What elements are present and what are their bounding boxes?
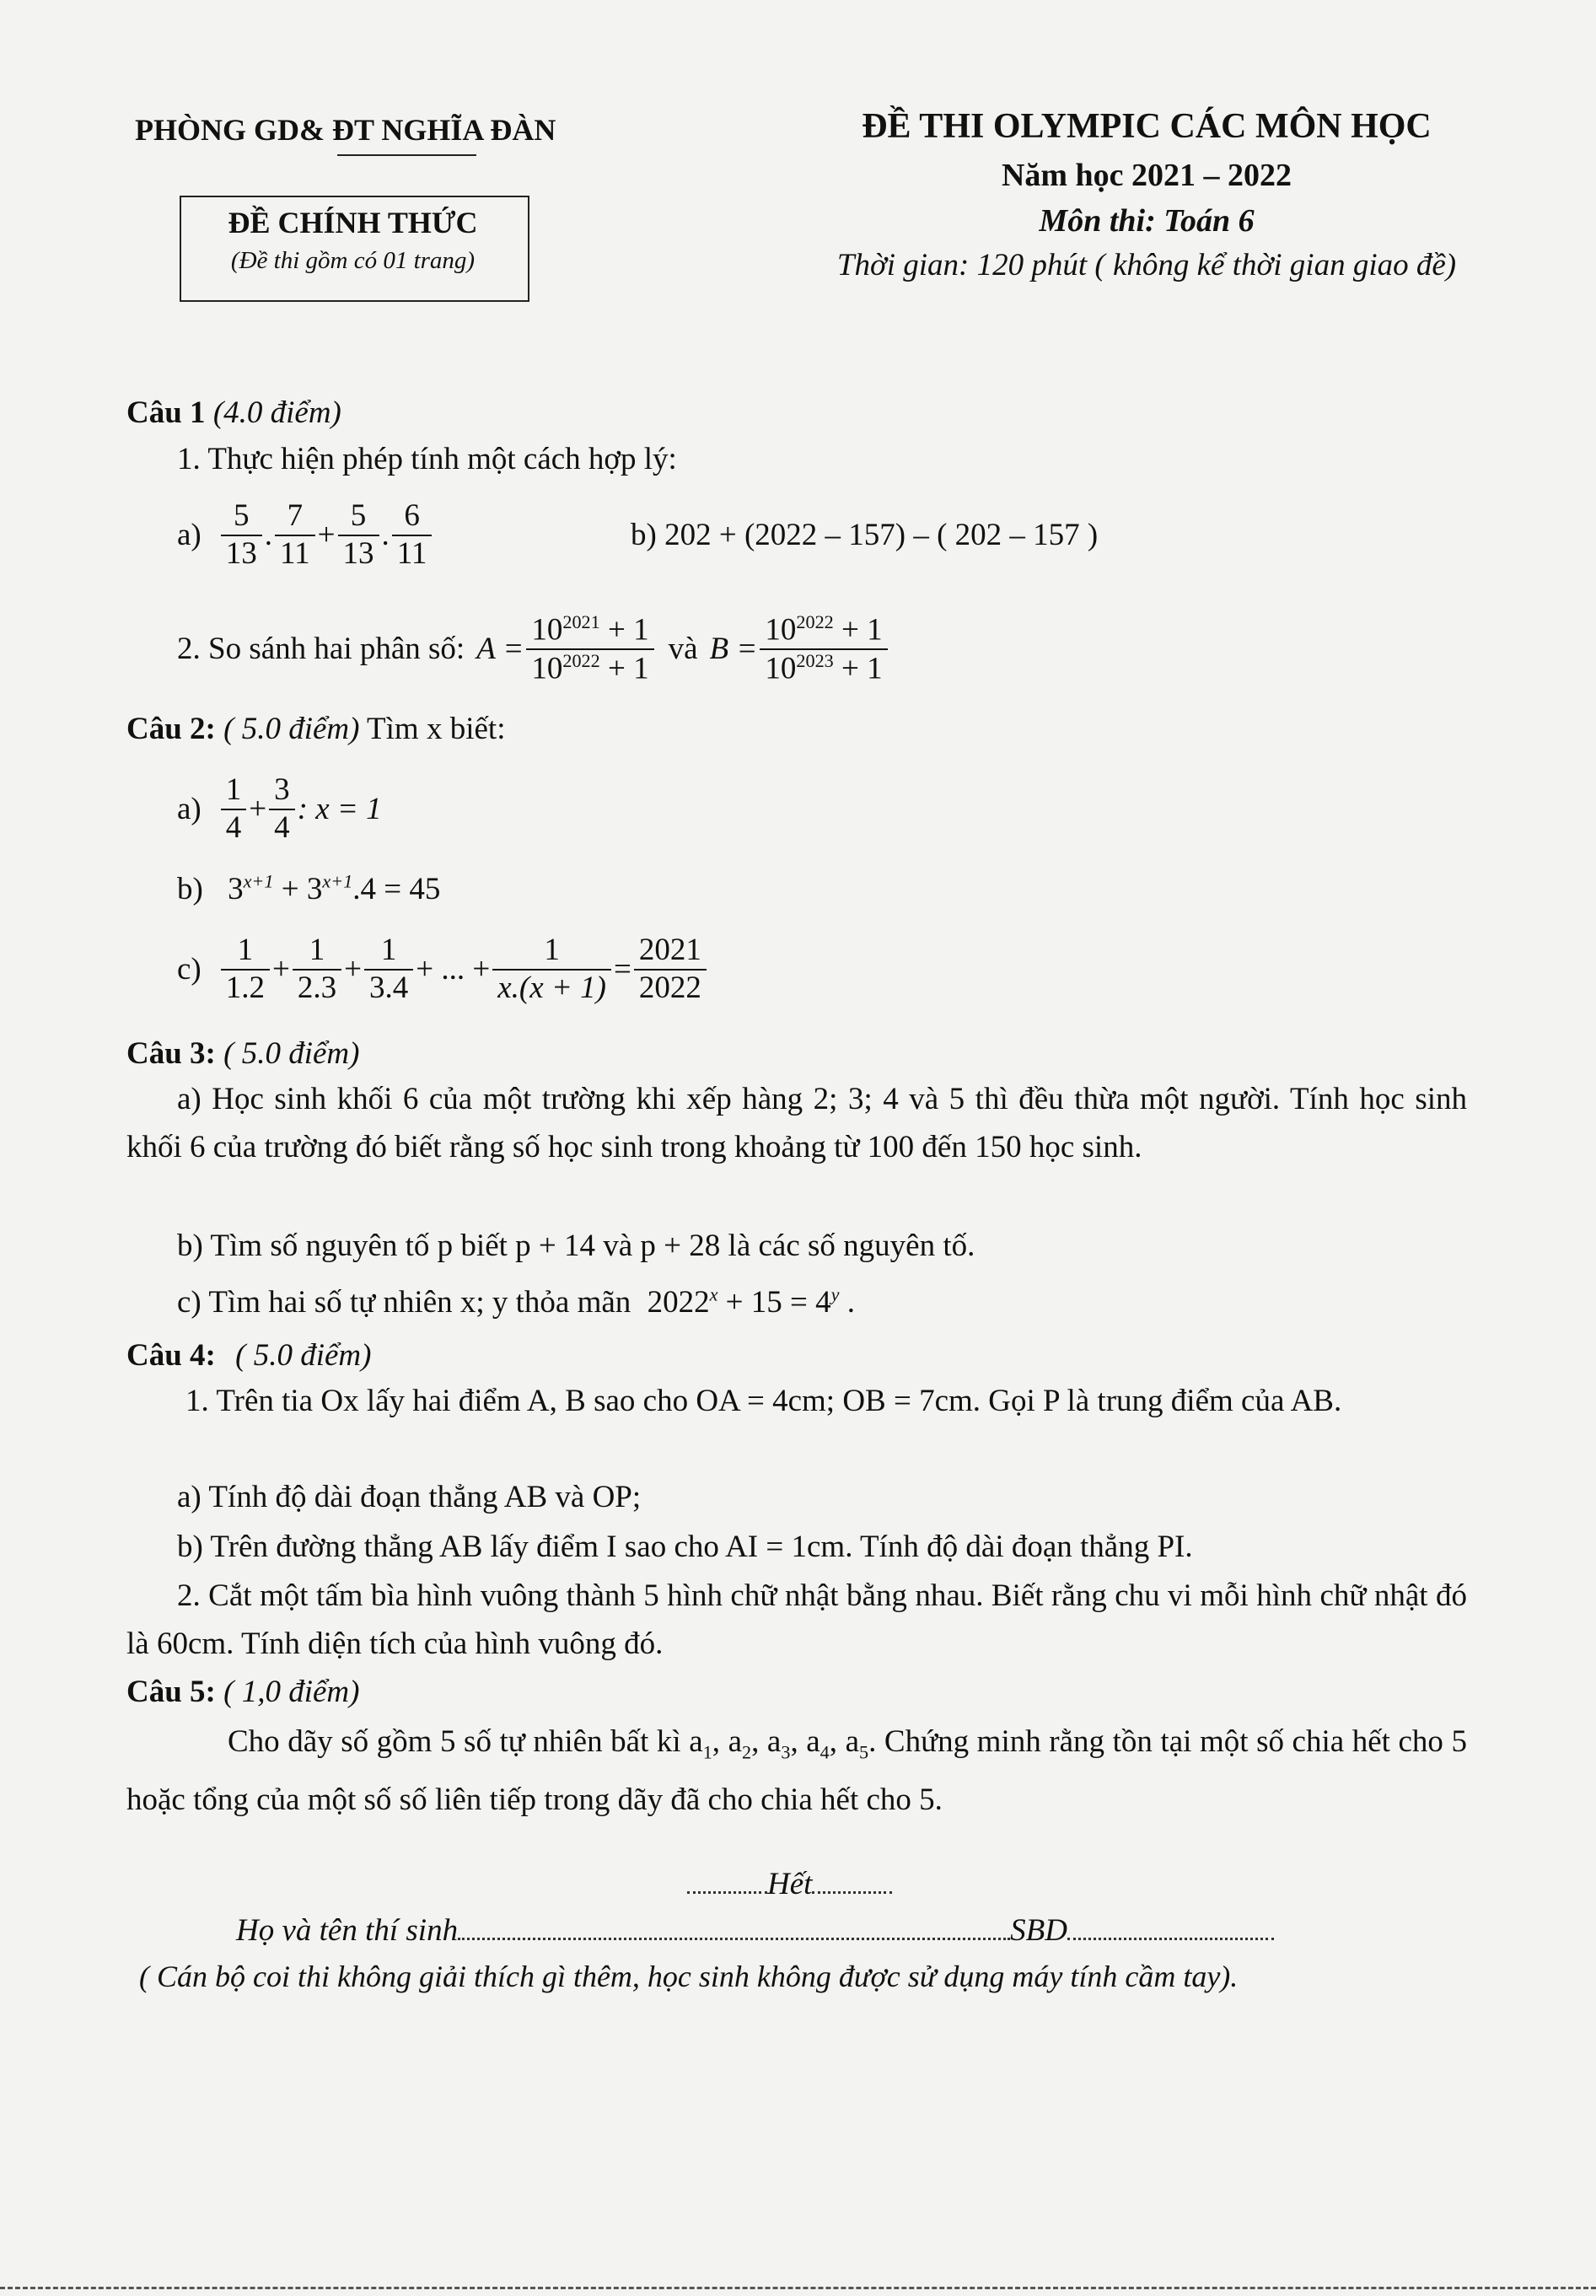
department-name: PHÒNG GD& ĐT NGHĨA ĐÀN — [135, 113, 556, 147]
q5-points: ( 1,0 điểm) — [223, 1675, 360, 1709]
q5-title: Câu 5: — [126, 1675, 216, 1709]
q1-a-label: a) — [177, 518, 202, 553]
q4-part2: 2. Cắt một tấm bìa hình vuông thành 5 hình chữ nhật bằng nhau. Biết rằng chu vi mỗi hình chữ nhật đó là 60cm. Tính diện tích của hình vuông đó. — [126, 1578, 1467, 1661]
fraction: $\frac{7}{11}$ — [275, 498, 315, 572]
q2-expr-a: a) $\frac{1}{4}$ + $\frac{3}{4}$ : x = 1 — [177, 772, 382, 845]
q5-text: Cho dãy số gồm 5 số tự nhiên bất kì $a_1$, $a_2$, $a_3$, $a_4$, $a_5$. Chứng minh rằng tồn tại một số chia hết cho 5 hoặc tổng của một số số liên tiếp trong dãy đã cho chia hết cho 5. — [126, 1724, 1467, 1818]
q2-points: ( 5.0 điểm) — [223, 712, 360, 746]
q1-title: Câu 1 — [126, 395, 206, 430]
q1-compare — [177, 603, 890, 696]
frac-A-label: A = — [476, 632, 524, 667]
and-word: và — [668, 632, 698, 667]
q4-points: ( 5.0 điểm) — [235, 1338, 372, 1373]
q1-expr-b: b) 202 + (2022 – 157) – ( 202 – 157 ) — [631, 518, 1099, 552]
q4-part1: 1. Trên tia Ox lấy hai điểm A, B sao cho OA = 4cm; OB = 7cm. Gọi P là trung điểm của AB. — [185, 1384, 1342, 1418]
q1-expr-a: a) $\frac{5}{13}$ . $\frac{7}{11}$ + $\frac{5}{13}$ . $\frac{6}{11}$ — [177, 493, 434, 578]
candidate-line — [236, 1910, 1274, 1952]
q2-c-label: c) — [177, 952, 202, 987]
q2-expr-c: c) $\frac{1}{1.2}$ + $\frac{1}{2.3}$ + $\frac{1}{3.4}$ + ... + $\frac{1}{x.(x + 1)}$ = $\frac{2021}{2022}$ — [177, 923, 709, 1016]
fraction-B: $\frac{10^{2022} + 1}{10^{2023} + 1}$ — [760, 611, 887, 687]
proctor-note: ( Cán bộ coi thi không giải thích gì thêm, học sinh không được sử dụng máy tính cầm tay). — [139, 1960, 1239, 1993]
q3-part-c: c) Tìm hai số tự nhiên x; y thỏa mãn $2022^x + 15 = 4^y$ . — [177, 1283, 856, 1320]
q1-part2: 2. So sánh hai phân số: — [177, 632, 465, 667]
q2-heading — [126, 708, 505, 750]
q4-part-a: a) Tính độ dài đoạn thẳng AB và OP; — [177, 1480, 642, 1514]
q1-points: (4.0 điểm) — [212, 395, 341, 430]
fraction: $\frac{3}{4}$ — [269, 772, 295, 846]
pages-note: (Đề thi gồm có 01 trang) — [230, 247, 476, 274]
candidate-name-label: Họ và tên thí sinh — [236, 1913, 459, 1948]
sbd-label: SBD — [1010, 1913, 1067, 1948]
official-label: ĐỀ CHÍNH THỨC — [228, 206, 478, 239]
fraction-A: $\frac{10^{2021} + 1}{10^{2022} + 1}$ — [526, 611, 653, 687]
fraction: $\frac{5}{13}$ — [338, 498, 379, 572]
fraction: $\frac{2021}{2022}$ — [634, 933, 707, 1006]
fraction: $\frac{1}{1.2}$ — [221, 933, 270, 1006]
q4-part-b: b) Trên đường thẳng AB lấy điểm I sao cho AI = 1cm. Tính độ dài đoạn thẳng PI. — [177, 1530, 1193, 1564]
fraction: $\frac{1}{3.4}$ — [364, 933, 413, 1006]
page-bottom-edge — [0, 2287, 1596, 2289]
fraction: $\frac{1}{4}$ — [221, 772, 247, 846]
q2-a-tail: : x = 1 — [297, 792, 382, 827]
q1-part1: 1. Thực hiện phép tính một cách hợp lý: — [177, 442, 677, 476]
q5-heading — [126, 1671, 359, 1713]
q2-title: Câu 2: — [126, 712, 216, 746]
q3-points: ( 5.0 điểm) — [223, 1036, 360, 1071]
q3-part-a: a) Học sinh khối 6 của một trường khi xếp hàng 2; 3; 4 và 5 thì đều thừa một người. Tính học sinh khối 6 của trường đó biết rằng số học sinh trong khoảng từ 100 đến 150 học sinh. — [126, 1082, 1467, 1164]
q1-heading — [126, 392, 341, 434]
q4-title: Câu 4: — [126, 1338, 216, 1373]
q3-part-b: b) Tìm số nguyên tố p biết p + 14 và p + 28 là các số nguyên tố. — [177, 1229, 975, 1263]
q3-heading — [126, 1033, 359, 1075]
fraction: $\frac{5}{13}$ — [221, 498, 262, 572]
q2-task: Tìm x biết: — [367, 712, 506, 746]
school-year: Năm học 2021 – 2022 — [1001, 158, 1292, 193]
exam-subject: Môn thi: Toán 6 — [1039, 203, 1255, 239]
end-marker: Hết — [687, 1863, 892, 1906]
q4-heading — [126, 1335, 371, 1377]
q2-expr-b: b) $3^{x+1} + 3^{x+1}.4 = 45$ — [177, 870, 441, 906]
exam-duration: Thời gian: 120 phút ( không kể thời gian giao đề) — [836, 248, 1457, 282]
fraction: $\frac{1}{x.(x + 1)}$ — [492, 933, 611, 1006]
exam-title: ĐỀ THI OLYMPIC CÁC MÔN HỌC — [862, 107, 1432, 146]
q2-a-label: a) — [177, 792, 202, 827]
q2-b-label: b) — [177, 872, 203, 906]
department-underline — [337, 154, 476, 156]
frac-B-label: B = — [709, 632, 758, 667]
fraction: $\frac{1}{2.3}$ — [293, 933, 341, 1006]
q3-title: Câu 3: — [126, 1036, 216, 1071]
fraction: $\frac{6}{11}$ — [392, 498, 433, 572]
